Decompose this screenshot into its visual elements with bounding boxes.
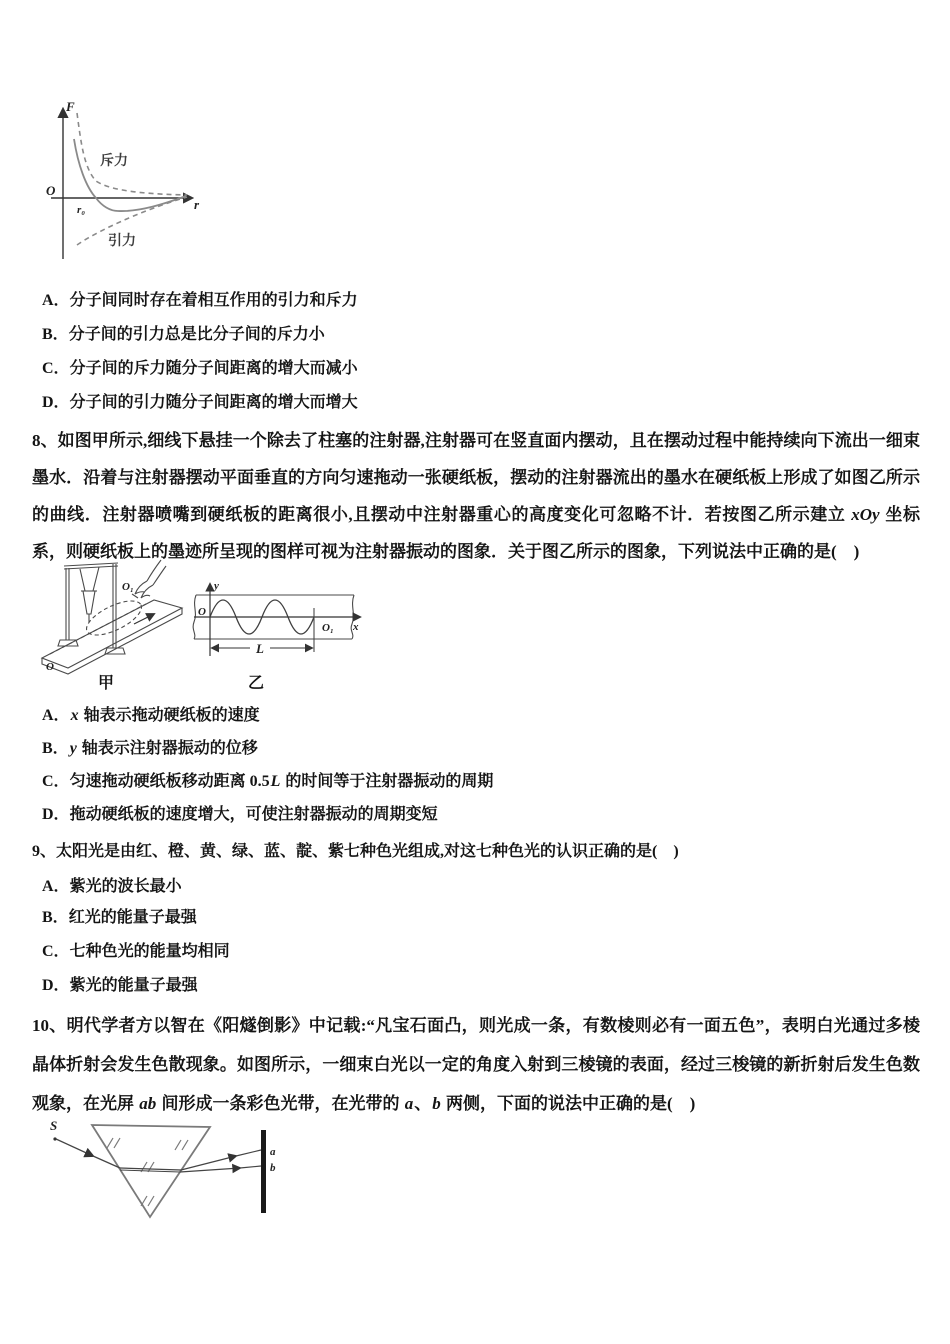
origin-label: O (46, 183, 56, 198)
option-variable: L (270, 773, 281, 790)
option-variable: y (69, 740, 77, 757)
q10-var-b: b (432, 1094, 441, 1113)
option-text: 红光的能量子最强 (68, 909, 197, 926)
option-letter: C． (42, 943, 70, 960)
q7-option-b (42, 321, 325, 344)
option-letter: D． (42, 394, 70, 411)
o1-label: O₁ (322, 622, 334, 634)
source-label: S (50, 1118, 58, 1133)
l-label: L (256, 641, 264, 656)
band-edge-a-label: a (270, 1146, 276, 1158)
string (93, 567, 99, 591)
q8-option-a (42, 702, 260, 725)
y-axis-label: y (214, 580, 219, 592)
q9-option-c (42, 938, 230, 961)
q8-stem-text: 8、如图甲所示,细线下悬挂一个除去了柱塞的注射器,注射器可在竖直面内摆动，且在摆动过程中能持续向下流出一细束墨水．沿着与注射器摆动平面垂直的方向匀速拖动一张硬纸板，摆动的注射器流出的墨水在硬纸板上形成了如图乙所示的曲线．注射器喷嘴到硬纸板的距离很小,且摆动中注射器重心的高度变化可忽略不计．若按图乙所示建立 (32, 431, 920, 524)
exit-ray-a (236, 1150, 261, 1156)
pull-direction-arrow (134, 614, 154, 624)
q10-stem (32, 1006, 920, 1123)
r-axis-label: r (194, 197, 200, 212)
r0-label: r₀ (77, 204, 86, 216)
prism-figure (33, 1114, 318, 1238)
f-axis-label: F (66, 99, 75, 114)
q9-option-a (42, 873, 182, 896)
option-text: 轴表示注射器振动的位移 (77, 740, 258, 757)
attraction-label: 引力 (108, 234, 136, 249)
option-text: 紫光的能量子最强 (69, 977, 198, 994)
swing-path (82, 594, 146, 642)
q8-option-d (42, 801, 440, 824)
option-text: 分子间的斥力随分子间距离的增大而减小 (69, 360, 358, 377)
q9-stem: 9、太阳光是由红、橙、黄、绿、蓝、靛、紫七种色光组成,对这七种色光的认识正确的是( ) (32, 843, 679, 860)
q8-stem (32, 422, 920, 570)
hand-sketch (132, 560, 166, 598)
band-edge-b-label: b (270, 1162, 276, 1174)
frame-top-bar (64, 566, 118, 569)
option-letter: A． (42, 878, 70, 895)
q9-option-b (42, 904, 197, 927)
syringe (83, 591, 95, 614)
o-label: O (46, 661, 54, 673)
option-text: 分子间的引力总是比分子间的斥力小 (68, 326, 325, 343)
q10-stem-text: 10、明代学者方以智在《阳燧倒影》中记载:“凡宝石面凸，则光成一条，有数棱则必有一面五色”，表明白光通过多棱晶体折射会发生色散现象。如图所示，一细束白光以一定的角度入射到三棱镜的表面，经过三梭镜的新折射后发生色数观象，在光屏 (32, 1016, 920, 1113)
apparatus-figure (36, 554, 188, 672)
option-letter: B． (42, 326, 69, 343)
option-letter: A． (42, 292, 70, 309)
q7-option-c (42, 355, 358, 378)
q10-var-a: a (404, 1094, 414, 1113)
q8-option-b (42, 735, 258, 758)
option-letter: B． (42, 909, 69, 926)
option-text: 的时间等于注射器振动的周期 (281, 773, 494, 790)
figure-yi-caption: 乙 (248, 675, 265, 692)
x-axis-label: x (353, 621, 359, 633)
glass-hatch (175, 1140, 188, 1150)
exit-ray-b (180, 1168, 240, 1172)
exit-ray-b (240, 1166, 261, 1168)
option-letter: D． (42, 977, 70, 994)
option-text: 轴表示拖动硬纸板的速度 (79, 707, 260, 724)
cardboard-edge (42, 608, 182, 674)
repulsion-label: 斥力 (100, 154, 128, 169)
option-text: 匀速拖动硬纸板移动距离 0.5 (69, 773, 270, 790)
option-letter: D． (42, 806, 70, 823)
option-text: 分子间的引力随分子间距离的增大而增大 (69, 394, 358, 411)
glass-hatch (107, 1138, 120, 1148)
option-letter: B． (42, 740, 69, 757)
option-letter: C． (42, 773, 70, 790)
molecular-force-graph (44, 93, 239, 265)
option-variable (438, 806, 440, 823)
option-text: 紫光的波长最小 (69, 878, 182, 895)
option-variable: x (70, 707, 79, 724)
q7-option-d (42, 389, 358, 412)
q8-stem-text: 坐标系，则硬纸板上的墨迹所呈现的图样可视为注射器振动的图象．关于图乙所示的图象，下列说法中正确的是( ) (32, 505, 921, 561)
option-text: 分子间同时存在着相互作用的引力和斥力 (69, 292, 358, 309)
q10-var-ab: ab (139, 1094, 157, 1113)
cardboard (42, 600, 182, 668)
repulsion-curve (77, 113, 187, 195)
q7-option-a (42, 287, 358, 310)
figure-jia-caption: 甲 (98, 675, 115, 692)
option-letter: C． (42, 360, 70, 377)
origin-label: O (198, 606, 206, 618)
q10-stem-text: 间形成一条彩色光带，在光带的 (157, 1094, 404, 1113)
q10-stem-text: 两侧，下面的说法中正确的是( ) (441, 1094, 696, 1113)
option-text: 拖动硬纸板的速度增大，可使注射器振动的周期变短 (69, 806, 438, 823)
waveform-figure (186, 578, 370, 670)
screen (261, 1130, 266, 1213)
frame-top-bar (64, 563, 118, 566)
q8-var-xoy: xOy (851, 505, 880, 524)
o1-label: O₁ (122, 581, 134, 593)
option-text: 七种色光的能量均相同 (69, 943, 230, 960)
q9-option-d (42, 972, 198, 995)
q10-stem-text: 、 (414, 1094, 432, 1113)
option-letter: A． (42, 707, 70, 724)
q8-option-c (42, 768, 493, 791)
string (80, 569, 85, 591)
incident-ray (56, 1139, 93, 1156)
